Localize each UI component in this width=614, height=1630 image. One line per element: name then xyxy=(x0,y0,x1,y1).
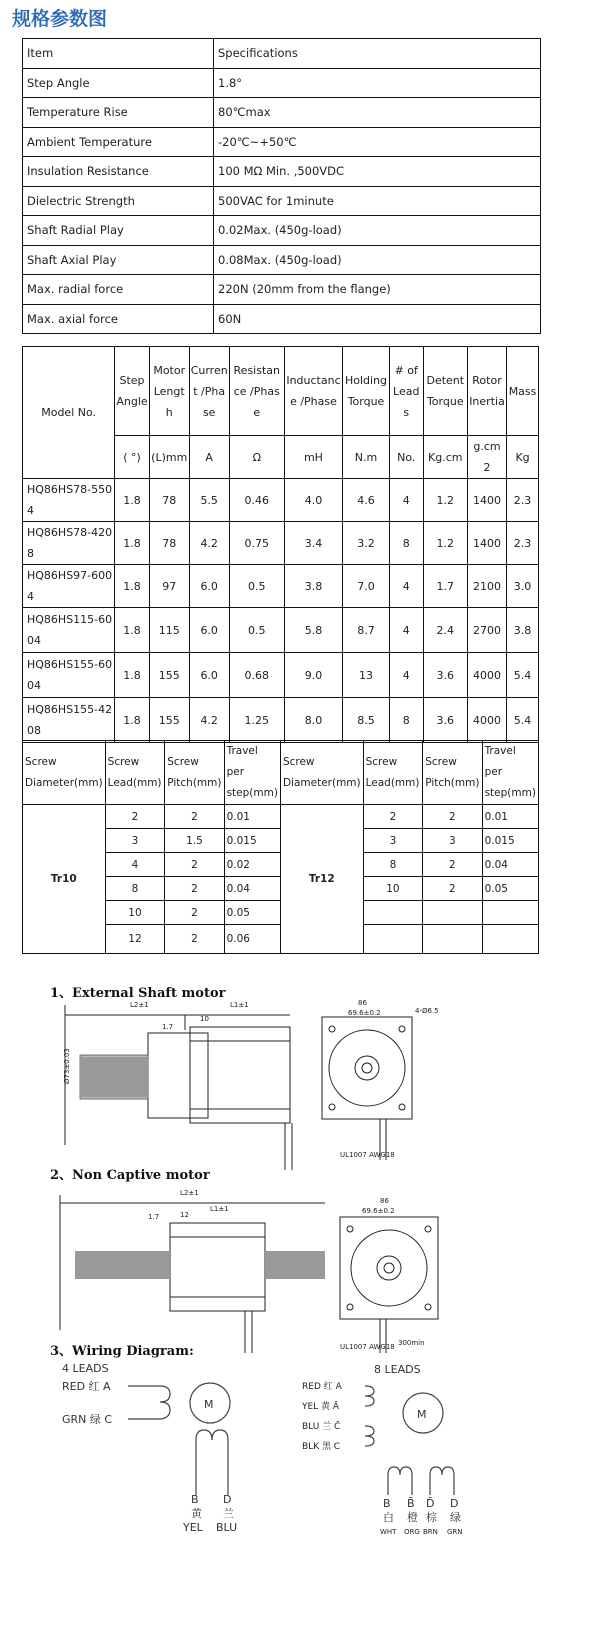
screw-header-cell: Screw Lead(mm) xyxy=(105,741,165,805)
spec-row xyxy=(23,68,541,98)
motor-m-4: M xyxy=(204,1398,214,1411)
model-name-cell: HQ86HS78-5504 xyxy=(23,479,115,522)
model-value-cell: 1400 xyxy=(467,522,506,565)
spec-item-cell: Insulation Resistance xyxy=(23,157,214,187)
d-blu: BLU xyxy=(216,1521,238,1534)
screw-right-cell: 0.01 xyxy=(482,805,538,829)
model-row xyxy=(23,565,539,608)
spec-value-cell: 80℃max xyxy=(214,98,541,128)
spec-item-cell: Ambient Temperature xyxy=(23,127,214,157)
dim-12-2: 12 xyxy=(180,1211,189,1219)
model-header-cell: Resistance /Phase xyxy=(229,347,284,436)
model-name-cell: HQ86HS78-4208 xyxy=(23,522,115,565)
screw-right-cell: 0.04 xyxy=(482,853,538,877)
spec-row xyxy=(23,157,541,187)
b8-1-2: ORG xyxy=(404,1528,420,1536)
model-value-cell: 1.25 xyxy=(229,698,284,743)
model-value-cell: 3.8 xyxy=(507,608,539,653)
model-value-cell: 2.3 xyxy=(507,479,539,522)
model-row xyxy=(23,522,539,565)
wire-grn-c: GRN 绿 C xyxy=(62,1413,113,1426)
screw-left-cell: 2 xyxy=(165,853,224,877)
model-value-cell: 2.4 xyxy=(423,608,467,653)
dim-10-1: 10 xyxy=(200,1015,209,1023)
model-unit-cell: No. xyxy=(389,436,423,479)
wire-red-a: RED 红 A xyxy=(62,1380,111,1393)
screw-right-cell: 3 xyxy=(423,829,482,853)
b8-1-1: 橙 xyxy=(407,1511,418,1524)
screw-coil-1 xyxy=(80,1057,148,1097)
model-header-cell: Holding Torque xyxy=(343,347,390,436)
model-unit-cell: Ω xyxy=(229,436,284,479)
model-value-cell: 155 xyxy=(149,653,189,698)
model-value-cell: 0.68 xyxy=(229,653,284,698)
model-value-cell: 3.0 xyxy=(507,565,539,608)
dim-300: 300min xyxy=(398,1339,425,1347)
screw-coil-2 xyxy=(75,1251,325,1279)
screw-row xyxy=(23,805,539,829)
model-value-cell: 5.4 xyxy=(507,698,539,743)
spec-value-cell: 100 MΩ Min. ,500VDC xyxy=(214,157,541,187)
model-value-cell: 5.8 xyxy=(284,608,342,653)
screw-right-cell xyxy=(363,925,423,954)
spec-row xyxy=(23,127,541,157)
model-value-cell: 3.8 xyxy=(284,565,342,608)
dim-17-1: 1.7 xyxy=(162,1023,174,1031)
model-value-cell: 2100 xyxy=(467,565,506,608)
model-name-cell: HQ86HS115-6004 xyxy=(23,608,115,653)
spec-value-cell: 1.8° xyxy=(214,68,541,98)
screw-left-cell: 2 xyxy=(165,805,224,829)
model-header-cell: Motor Length xyxy=(149,347,189,436)
screw-left-cell: 8 xyxy=(105,877,165,901)
model-value-cell: 3.6 xyxy=(423,653,467,698)
model-value-cell: 5.4 xyxy=(507,653,539,698)
b8-1-0: B̄ xyxy=(407,1497,415,1510)
d-cn: 兰 xyxy=(223,1507,234,1520)
model-value-cell: 6.0 xyxy=(189,608,229,653)
model-value-cell: 1.8 xyxy=(115,565,150,608)
wire-8-yel: YEL 黄 Ā xyxy=(302,1402,340,1412)
dim-696-1: 69.6±0.2 xyxy=(348,1009,381,1017)
model-unit-cell: (L)mm xyxy=(149,436,189,479)
screw-header-cell: Screw Diameter(mm) xyxy=(280,741,363,805)
model-row xyxy=(23,698,539,743)
model-value-cell: 8.5 xyxy=(343,698,390,743)
screw-header-cell: Travel per step(mm) xyxy=(224,741,280,805)
eight-lead-bottom-labels xyxy=(380,1497,463,1536)
model-value-cell: 3.4 xyxy=(284,522,342,565)
four-lead-coils xyxy=(128,1383,230,1495)
screw-right-cell: 2 xyxy=(423,853,482,877)
model-value-cell: 6.0 xyxy=(189,653,229,698)
model-unit-cell: ( °) xyxy=(115,436,150,479)
model-value-cell: 4.6 xyxy=(343,479,390,522)
screw-left-cell: 2 xyxy=(165,901,224,925)
b-label: B xyxy=(191,1493,199,1506)
spec-value-cell: Specifications xyxy=(214,39,541,69)
b8-3-1: 绿 xyxy=(450,1511,461,1524)
motor-m-8: M xyxy=(417,1408,427,1421)
model-value-cell: 0.46 xyxy=(229,479,284,522)
model-value-cell: 1.7 xyxy=(423,565,467,608)
model-table xyxy=(22,346,539,743)
model-value-cell: 0.75 xyxy=(229,522,284,565)
screw-right-cell: 8 xyxy=(363,853,423,877)
spec-row xyxy=(23,245,541,275)
model-value-cell: 1.8 xyxy=(115,653,150,698)
model-value-cell: 4000 xyxy=(467,698,506,743)
model-value-cell: 4 xyxy=(389,608,423,653)
model-value-cell: 9.0 xyxy=(284,653,342,698)
model-value-cell: 115 xyxy=(149,608,189,653)
model-header-cell: Mass xyxy=(507,347,539,436)
model-header-cell: Current /Phase xyxy=(189,347,229,436)
model-value-cell: 97 xyxy=(149,565,189,608)
spec-header-row xyxy=(23,39,541,69)
wire-8-blk: BLK 黑 C xyxy=(302,1442,341,1452)
spec-row xyxy=(23,304,541,334)
motor-drawing xyxy=(40,985,520,1545)
model-row xyxy=(23,608,539,653)
model-value-cell: 4.2 xyxy=(189,522,229,565)
screw-left-cell: 2 xyxy=(105,805,165,829)
model-row xyxy=(23,479,539,522)
b8-3-2: GRN xyxy=(447,1528,463,1536)
section3-label: 3、Wiring Diagram: xyxy=(50,1344,194,1359)
section2-label: 2、Non Captive motor xyxy=(50,1168,210,1183)
spec-item-cell: Step Angle xyxy=(23,68,214,98)
model-value-cell: 4 xyxy=(389,479,423,522)
spec-row xyxy=(23,216,541,246)
screw-left-cell: 0.06 xyxy=(224,925,280,954)
wire-8-red: RED 红 A xyxy=(302,1382,342,1392)
dim-l1-1: L1±1 xyxy=(230,1001,249,1009)
model-value-cell: 4 xyxy=(389,565,423,608)
screw-right-cell: 2 xyxy=(363,805,423,829)
model-value-cell: 2700 xyxy=(467,608,506,653)
model-value-cell: 5.5 xyxy=(189,479,229,522)
spec-value-cell: -20℃~+50℃ xyxy=(214,127,541,157)
spec-value-cell: 0.08Max. (450g-load) xyxy=(214,245,541,275)
screw-header-row xyxy=(23,741,539,805)
spec-table xyxy=(22,38,541,334)
spec-item-cell: Max. axial force xyxy=(23,304,214,334)
section1-label: 1、External Shaft motor xyxy=(50,986,226,1001)
screw-right-label: Tr12 xyxy=(280,805,363,954)
screw-left-cell: 2 xyxy=(165,877,224,901)
model-value-cell: 1400 xyxy=(467,479,506,522)
b8-2-0: D̄ xyxy=(426,1497,435,1510)
spec-value-cell: 0.02Max. (450g-load) xyxy=(214,216,541,246)
model-value-cell: 1.2 xyxy=(423,479,467,522)
spec-value-cell: 60N xyxy=(214,304,541,334)
model-header-cell: Rotor Inertia xyxy=(467,347,506,436)
model-header-cell: Detent Torque xyxy=(423,347,467,436)
model-value-cell: 6.0 xyxy=(189,565,229,608)
screw-right-cell: 0.015 xyxy=(482,829,538,853)
model-value-cell: 3.6 xyxy=(423,698,467,743)
screw-left-cell: 10 xyxy=(105,901,165,925)
model-value-cell: 2.3 xyxy=(507,522,539,565)
screw-right-cell: 3 xyxy=(363,829,423,853)
model-value-cell: 7.0 xyxy=(343,565,390,608)
model-value-cell: 4 xyxy=(389,653,423,698)
model-value-cell: 0.5 xyxy=(229,565,284,608)
model-header-row xyxy=(23,347,539,436)
screw-left-cell: 0.015 xyxy=(224,829,280,853)
screw-left-cell: 0.04 xyxy=(224,877,280,901)
model-value-cell: 4000 xyxy=(467,653,506,698)
model-value-cell: 1.8 xyxy=(115,698,150,743)
model-value-cell: 4.2 xyxy=(189,698,229,743)
screw-header-cell: Screw Diameter(mm) xyxy=(23,741,106,805)
screw-header-cell: Screw Pitch(mm) xyxy=(165,741,224,805)
screw-right-cell xyxy=(363,901,423,925)
model-value-cell: 155 xyxy=(149,698,189,743)
b8-2-2: BRN xyxy=(423,1528,438,1536)
b8-0-2: WHT xyxy=(380,1528,397,1536)
eight-leads-label: 8 LEADS xyxy=(374,1363,421,1376)
model-unit-cell: N.m xyxy=(343,436,390,479)
model-value-cell: 8 xyxy=(389,698,423,743)
d-label: D xyxy=(223,1493,232,1506)
spec-item-cell: Dielectric Strength xyxy=(23,186,214,216)
dim-ul-1: UL1007 AWG18 xyxy=(340,1151,395,1159)
model-name-cell: HQ86HS97-6004 xyxy=(23,565,115,608)
screw-header-cell: Screw Lead(mm) xyxy=(363,741,423,805)
screw-header-cell: Screw Pitch(mm) xyxy=(423,741,482,805)
external-shaft-front-view xyxy=(322,1017,412,1160)
model-header-cell: Model No. xyxy=(23,347,115,479)
model-value-cell: 13 xyxy=(343,653,390,698)
non-captive-front-view xyxy=(340,1217,438,1353)
spec-item-cell: Shaft Axial Play xyxy=(23,245,214,275)
model-unit-cell: mH xyxy=(284,436,342,479)
screw-left-cell: 4 xyxy=(105,853,165,877)
screw-right-cell: 10 xyxy=(363,877,423,901)
screw-table xyxy=(22,740,539,954)
dim-73-1: Ø73±0.03 xyxy=(63,1048,71,1084)
wire-8-blu: BLU 兰 C̄ xyxy=(302,1422,341,1432)
b-cn: 黄 xyxy=(191,1507,202,1520)
model-value-cell: 78 xyxy=(149,479,189,522)
model-unit-cell: g.cm 2 xyxy=(467,436,506,479)
four-leads-label: 4 LEADS xyxy=(62,1362,109,1375)
dim-4-1: 4-Ø6.5 xyxy=(415,1007,439,1015)
screw-left-cell: 3 xyxy=(105,829,165,853)
screw-right-cell xyxy=(482,901,538,925)
spec-item-cell: Temperature Rise xyxy=(23,98,214,128)
model-value-cell: 3.2 xyxy=(343,522,390,565)
model-name-cell: HQ86HS155-4208 xyxy=(23,698,115,743)
spec-value-cell: 220N (20mm from the flange) xyxy=(214,275,541,305)
screw-right-cell xyxy=(482,925,538,954)
b8-3-0: D xyxy=(450,1497,459,1510)
screw-left-cell: 0.01 xyxy=(224,805,280,829)
screw-right-cell: 0.05 xyxy=(482,877,538,901)
dim-l1-2: L1±1 xyxy=(210,1205,229,1213)
model-unit-cell: Kg.cm xyxy=(423,436,467,479)
dim-ul-2: UL1007 AWG18 xyxy=(340,1343,395,1351)
screw-left-cell: 1.5 xyxy=(165,829,224,853)
model-value-cell: 8 xyxy=(389,522,423,565)
b8-0-0: B xyxy=(383,1497,391,1510)
model-header-cell: Step Angle xyxy=(115,347,150,436)
screw-left-cell: 0.05 xyxy=(224,901,280,925)
model-value-cell: 8.7 xyxy=(343,608,390,653)
model-unit-cell: Kg xyxy=(507,436,539,479)
model-value-cell: 1.8 xyxy=(115,479,150,522)
model-value-cell: 8.0 xyxy=(284,698,342,743)
model-header-cell: # of Leads xyxy=(389,347,423,436)
model-value-cell: 1.8 xyxy=(115,522,150,565)
model-value-cell: 0.5 xyxy=(229,608,284,653)
screw-left-label: Tr10 xyxy=(23,805,106,954)
page-title: 规格参数图 xyxy=(12,8,108,30)
b8-0-1: 白 xyxy=(383,1511,394,1524)
model-value-cell: 78 xyxy=(149,522,189,565)
dim-696-2: 69.6±0.2 xyxy=(362,1207,395,1215)
screw-left-cell: 12 xyxy=(105,925,165,954)
model-unit-cell: A xyxy=(189,436,229,479)
model-value-cell: 1.2 xyxy=(423,522,467,565)
spec-item-cell: Shaft Radial Play xyxy=(23,216,214,246)
model-row xyxy=(23,653,539,698)
model-name-cell: HQ86HS155-6004 xyxy=(23,653,115,698)
screw-right-cell xyxy=(423,901,482,925)
b-yel: YEL xyxy=(183,1521,203,1534)
dim-l2-2: L2±1 xyxy=(180,1189,199,1197)
eight-lead-coils xyxy=(365,1386,454,1495)
screw-left-cell: 2 xyxy=(165,925,224,954)
b8-2-1: 棕 xyxy=(426,1511,437,1524)
dim-l2-1: L2±1 xyxy=(130,1001,149,1009)
screw-right-cell: 2 xyxy=(423,805,482,829)
screw-left-cell: 0.02 xyxy=(224,853,280,877)
dim-86-2: 86 xyxy=(380,1197,389,1205)
screw-right-cell: 2 xyxy=(423,877,482,901)
spec-row xyxy=(23,98,541,128)
spec-row xyxy=(23,275,541,305)
dim-86-1: 86 xyxy=(358,999,367,1007)
spec-item-cell: Item xyxy=(23,39,214,69)
dim-17-2: 1.7 xyxy=(148,1213,160,1221)
model-value-cell: 1.8 xyxy=(115,608,150,653)
spec-item-cell: Max. radial force xyxy=(23,275,214,305)
spec-value-cell: 500VAC for 1minute xyxy=(214,186,541,216)
screw-header-cell: Travel per step(mm) xyxy=(482,741,538,805)
model-header-cell: Inductance /Phase xyxy=(284,347,342,436)
model-value-cell: 4.0 xyxy=(284,479,342,522)
spec-row xyxy=(23,186,541,216)
screw-right-cell xyxy=(423,925,482,954)
